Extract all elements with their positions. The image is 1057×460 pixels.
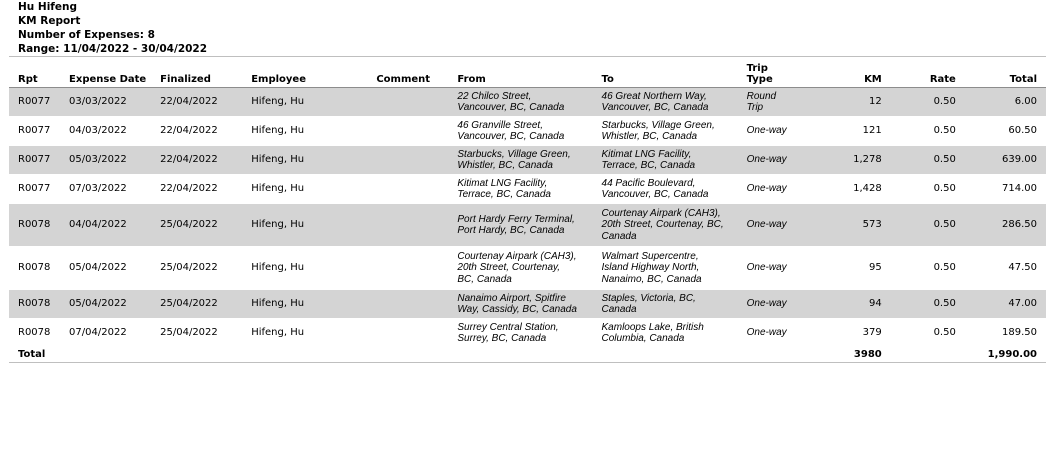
cell-to-line: Staples, Victoria, BC,	[601, 292, 696, 304]
table-row	[9, 319, 1046, 348]
cell-finalized: 22/04/2022	[151, 175, 242, 204]
cell-total: 714.00	[965, 175, 1046, 204]
cell-to-line: Vancouver, BC, Canada	[601, 189, 709, 200]
cell-from-line: Vancouver, BC, Canada	[457, 102, 565, 113]
cell-rate: 0.50	[891, 146, 965, 175]
cell-trip-type-line: Trip	[746, 102, 764, 113]
cell-to	[593, 88, 738, 117]
cell-from-line: Terrace, BC, Canada	[457, 189, 551, 200]
col-trip-type-line1: Trip	[746, 63, 768, 74]
cell-from-line: Kitimat LNG Facility,	[457, 177, 548, 189]
cell-from-line: Surrey Central Station,	[457, 321, 559, 333]
cell-employee: Hifeng, Hu	[242, 175, 367, 204]
totals-km: 3980	[816, 348, 891, 363]
cell-total: 60.50	[965, 117, 1046, 146]
col-finalized: Finalized	[151, 57, 242, 88]
table-row	[9, 247, 1046, 290]
col-rate: Rate	[891, 57, 965, 88]
col-comment: Comment	[367, 57, 448, 88]
cell-to	[593, 319, 738, 348]
cell-expense-date: 03/03/2022	[60, 88, 151, 117]
cell-expense-date: 04/03/2022	[60, 117, 151, 146]
cell-employee: Hifeng, Hu	[242, 204, 367, 247]
cell-comment	[367, 117, 448, 146]
cell-from-line: Nanaimo Airport, Spitfire	[457, 292, 566, 304]
cell-trip-type-line: One-way	[746, 327, 787, 339]
cell-rpt: R0077	[9, 88, 60, 117]
cell-finalized: 22/04/2022	[151, 88, 242, 117]
cell-rate: 0.50	[891, 117, 965, 146]
table-header-row	[9, 57, 1046, 88]
cell-rpt: R0077	[9, 146, 60, 175]
cell-trip-type-line: One-way	[746, 262, 787, 274]
cell-km: 121	[816, 117, 891, 146]
cell-from	[448, 175, 592, 204]
cell-from	[448, 319, 592, 348]
cell-total: 6.00	[965, 88, 1046, 117]
cell-trip-type	[738, 290, 816, 319]
cell-from-line: Starbucks, Village Green,	[457, 148, 571, 160]
cell-rpt: R0078	[9, 319, 60, 348]
totals-amount: 1,990.00	[965, 348, 1046, 363]
cell-from-line: Port Hardy, BC, Canada	[457, 225, 565, 236]
table-row	[9, 204, 1046, 247]
cell-to-line: 44 Pacific Boulevard,	[601, 177, 696, 189]
cell-to	[593, 247, 738, 290]
cell-rpt: R0078	[9, 204, 60, 247]
cell-expense-date: 07/04/2022	[60, 319, 151, 348]
cell-from	[448, 247, 592, 290]
cell-comment	[367, 247, 448, 290]
cell-comment	[367, 290, 448, 319]
col-km: KM	[816, 57, 891, 88]
cell-from-line: 20th Street, Courtenay,	[457, 262, 561, 274]
cell-rate: 0.50	[891, 319, 965, 348]
cell-to	[593, 146, 738, 175]
cell-to-line: Canada	[601, 230, 637, 242]
totals-row	[9, 348, 1046, 363]
cell-rpt: R0078	[9, 290, 60, 319]
cell-to-line: 20th Street, Courtenay, BC,	[601, 219, 724, 231]
cell-total: 639.00	[965, 146, 1046, 175]
cell-km: 1,428	[816, 175, 891, 204]
cell-trip-type-line: One-way	[746, 298, 787, 310]
cell-trip-type-line: One-way	[746, 219, 787, 231]
cell-trip-type	[738, 175, 816, 204]
cell-trip-type-line: Round	[746, 90, 777, 102]
cell-from	[448, 88, 592, 117]
cell-trip-type	[738, 247, 816, 290]
cell-employee: Hifeng, Hu	[242, 290, 367, 319]
cell-comment	[367, 175, 448, 204]
cell-to	[593, 204, 738, 247]
col-trip-type-line2: Type	[746, 74, 773, 85]
cell-to-line: Kitimat LNG Facility,	[601, 148, 692, 160]
cell-trip-type	[738, 319, 816, 348]
cell-km: 573	[816, 204, 891, 247]
report-header	[18, 0, 207, 56]
cell-comment	[367, 88, 448, 117]
employee-name: Hu Hifeng	[18, 1, 77, 13]
cell-finalized: 22/04/2022	[151, 117, 242, 146]
cell-to-line: Starbucks, Village Green,	[601, 119, 715, 131]
cell-from	[448, 290, 592, 319]
cell-to-line: Columbia, Canada	[601, 333, 685, 344]
cell-total: 286.50	[965, 204, 1046, 247]
cell-expense-date: 05/04/2022	[60, 247, 151, 290]
cell-expense-date: 05/03/2022	[60, 146, 151, 175]
cell-trip-type	[738, 146, 816, 175]
cell-total: 47.50	[965, 247, 1046, 290]
cell-total: 47.00	[965, 290, 1046, 319]
cell-to-line: 46 Great Northern Way,	[601, 90, 707, 102]
cell-from	[448, 117, 592, 146]
cell-to-line: Whistler, BC, Canada	[601, 131, 698, 142]
table-row	[9, 117, 1046, 146]
cell-employee: Hifeng, Hu	[242, 117, 367, 146]
expense-count: Number of Expenses: 8	[18, 29, 155, 41]
col-total: Total	[965, 57, 1046, 88]
totals-label: Total	[9, 348, 60, 363]
cell-from-line: Surrey, BC, Canada	[457, 333, 547, 344]
col-employee: Employee	[242, 57, 367, 88]
cell-rate: 0.50	[891, 175, 965, 204]
cell-total: 189.50	[965, 319, 1046, 348]
cell-rate: 0.50	[891, 290, 965, 319]
cell-trip-type-line: One-way	[746, 183, 787, 195]
table-row	[9, 175, 1046, 204]
cell-from-line: Vancouver, BC, Canada	[457, 131, 565, 142]
cell-employee: Hifeng, Hu	[242, 88, 367, 117]
table-body	[9, 88, 1046, 348]
cell-to-line: Vancouver, BC, Canada	[601, 102, 709, 113]
cell-rpt: R0077	[9, 117, 60, 146]
cell-finalized: 22/04/2022	[151, 146, 242, 175]
col-from: From	[448, 57, 592, 88]
cell-from-line: Courtenay Airpark (CAH3),	[457, 250, 577, 262]
cell-km: 379	[816, 319, 891, 348]
cell-finalized: 25/04/2022	[151, 319, 242, 348]
col-rpt: Rpt	[9, 57, 60, 88]
table-row	[9, 290, 1046, 319]
cell-to-line: Walmart Supercentre,	[601, 250, 699, 262]
cell-from	[448, 204, 592, 247]
cell-km: 95	[816, 247, 891, 290]
col-expense-date: Expense Date	[60, 57, 151, 88]
cell-comment	[367, 319, 448, 348]
cell-rate: 0.50	[891, 204, 965, 247]
cell-from-line: Whistler, BC, Canada	[457, 160, 553, 171]
cell-km: 94	[816, 290, 891, 319]
cell-from	[448, 146, 592, 175]
cell-trip-type-line: One-way	[746, 154, 787, 166]
cell-to-line: Courtenay Airpark (CAH3),	[601, 207, 721, 219]
cell-km: 1,278	[816, 146, 891, 175]
cell-employee: Hifeng, Hu	[242, 247, 367, 290]
cell-to-line: Kamloops Lake, British	[601, 321, 704, 333]
cell-finalized: 25/04/2022	[151, 247, 242, 290]
cell-expense-date: 07/03/2022	[60, 175, 151, 204]
cell-trip-type	[738, 117, 816, 146]
cell-employee: Hifeng, Hu	[242, 319, 367, 348]
report-title: KM Report	[18, 15, 81, 27]
cell-to	[593, 175, 738, 204]
cell-comment	[367, 204, 448, 247]
cell-trip-type	[738, 88, 816, 117]
cell-from-line: Port Hardy Ferry Terminal,	[457, 213, 575, 225]
cell-to-line: Terrace, BC, Canada	[601, 160, 696, 171]
km-report-table	[9, 56, 1046, 363]
cell-to-line: Canada	[601, 304, 637, 315]
cell-to-line: Nanaimo, BC, Canada	[601, 273, 702, 285]
cell-trip-type-line: One-way	[746, 125, 787, 137]
cell-comment	[367, 146, 448, 175]
cell-trip-type	[738, 204, 816, 247]
cell-rpt: R0078	[9, 247, 60, 290]
cell-finalized: 25/04/2022	[151, 290, 242, 319]
cell-finalized: 25/04/2022	[151, 204, 242, 247]
date-range: Range: 11/04/2022 - 30/04/2022	[18, 43, 208, 55]
cell-expense-date: 05/04/2022	[60, 290, 151, 319]
table-row	[9, 88, 1046, 117]
cell-to	[593, 290, 738, 319]
cell-from-line: 46 Granville Street,	[457, 119, 543, 131]
cell-rpt: R0077	[9, 175, 60, 204]
cell-from-line: BC, Canada	[457, 273, 512, 285]
col-to: To	[593, 57, 738, 88]
table-row	[9, 146, 1046, 175]
cell-km: 12	[816, 88, 891, 117]
cell-from-line: 22 Chilco Street,	[457, 90, 532, 102]
cell-rate: 0.50	[891, 88, 965, 117]
cell-rate: 0.50	[891, 247, 965, 290]
col-trip-type	[738, 57, 816, 88]
cell-employee: Hifeng, Hu	[242, 146, 367, 175]
cell-expense-date: 04/04/2022	[60, 204, 151, 247]
cell-from-line: Way, Cassidy, BC, Canada	[457, 304, 577, 315]
cell-to	[593, 117, 738, 146]
cell-to-line: Island Highway North,	[601, 262, 700, 274]
